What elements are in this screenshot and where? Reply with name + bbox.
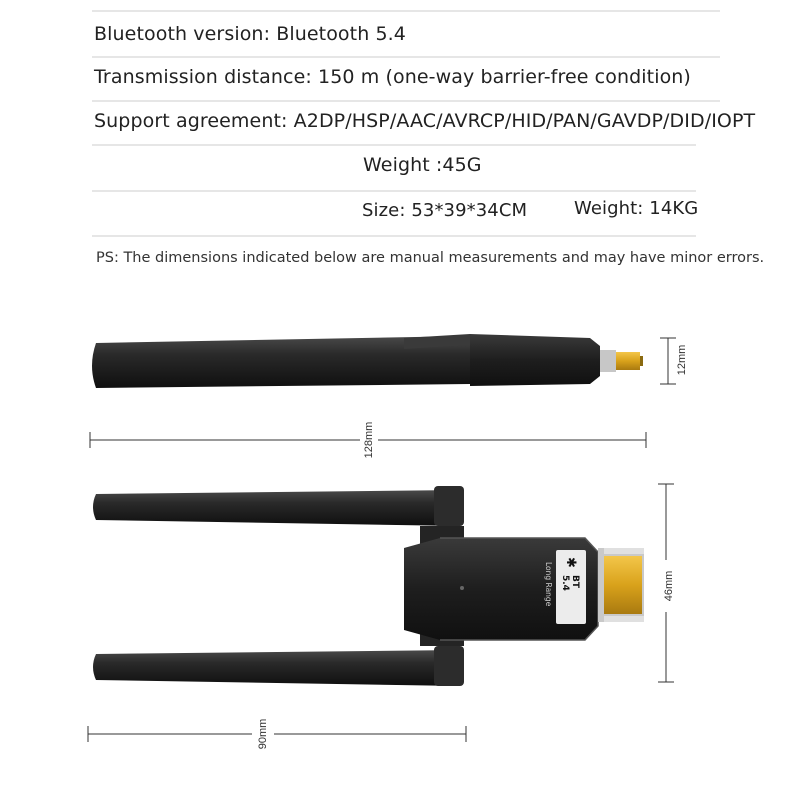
spec-package-weight: Weight: 14KG xyxy=(574,198,699,219)
dimension-label-128mm: 128mm xyxy=(363,421,375,459)
dimension-length-antenna xyxy=(88,726,466,742)
dimension-label-46mm: 46mm xyxy=(663,570,675,602)
top-antenna xyxy=(93,490,460,526)
spec-divider xyxy=(92,100,720,102)
bottom-antenna xyxy=(93,650,460,686)
bt-label-line1: BT xyxy=(570,575,580,588)
spec-divider xyxy=(92,235,696,237)
bottom-antenna-hinge xyxy=(434,646,464,686)
side-connector-gold xyxy=(616,352,640,370)
spec-support-agreement: Support agreement: A2DP/HSP/AAC/AVRCP/HID/PAN/GAVDP/DID/IOPT xyxy=(94,110,756,132)
bluetooth-icon: ✱ xyxy=(563,557,578,568)
led-indicator xyxy=(460,586,464,590)
dimension-height-side xyxy=(660,338,676,384)
spec-weight: Weight :45G xyxy=(363,154,482,176)
spec-divider xyxy=(92,56,720,58)
dimension-label-90mm: 90mm xyxy=(257,718,269,750)
top-antenna-hinge xyxy=(434,486,464,526)
spec-divider xyxy=(92,190,696,192)
spec-bluetooth-version: Bluetooth version: Bluetooth 5.4 xyxy=(94,23,406,45)
side-body xyxy=(470,334,600,386)
ps-note: PS: The dimensions indicated below are manual measurements and may have minor errors. xyxy=(96,250,765,266)
front-view-device xyxy=(93,486,644,686)
dimension-label-12mm: 12mm xyxy=(676,344,688,376)
usb-connector-gold xyxy=(604,556,642,614)
bt-label-line3: Long Range xyxy=(544,562,553,607)
side-connector-shell xyxy=(600,350,616,372)
spec-transmission-distance: Transmission distance: 150 m (one-way barrier-free condition) xyxy=(94,66,691,88)
spec-divider xyxy=(92,10,720,12)
spec-divider xyxy=(92,144,696,146)
spec-size: Size: 53*39*34CM xyxy=(362,200,528,221)
side-view-device xyxy=(92,334,643,388)
bt-label-line2: 5.4 xyxy=(560,575,570,591)
